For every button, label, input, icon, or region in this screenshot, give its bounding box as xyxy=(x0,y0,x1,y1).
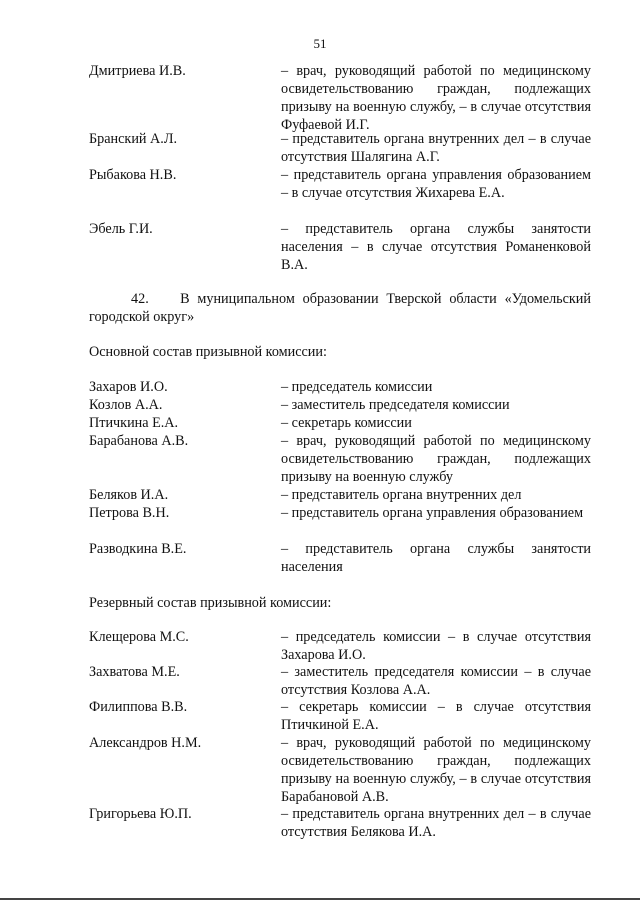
member-role: – врач, руководящий работой по медицинскому освидетельствованию граждан, подлежащих призыву на военную службу, – в случае отсутствия Фуфаевой И.Г. xyxy=(281,63,591,133)
member-name: Григорьева Ю.П. xyxy=(89,806,192,822)
member-name: Разводкина В.Е. xyxy=(89,541,187,557)
member-name: Бранский А.Л. xyxy=(89,131,178,147)
member-name: Рыбакова Н.В. xyxy=(89,167,177,183)
member-name: Захватова М.Е. xyxy=(89,664,180,680)
member-name: Птичкина Е.А. xyxy=(89,415,179,431)
main-composition-heading: Основной состав призывной комиссии: xyxy=(89,344,327,360)
member-name: Клещерова М.С. xyxy=(89,629,189,645)
member-role: – представитель органа внутренних дел – в случае отсутствия Белякова И.А. xyxy=(281,806,591,840)
member-name: Козлов А.А. xyxy=(89,397,163,413)
member-name: Александров Н.М. xyxy=(89,735,202,751)
member-role: – представитель органа управления образованием xyxy=(281,505,584,521)
member-role: – представитель органа внутренних дел – в случае отсутствия Шалягина А.Г. xyxy=(281,131,591,165)
page-number: 51 xyxy=(313,36,327,51)
member-role: – секретарь комиссии xyxy=(281,415,412,431)
section-paragraph xyxy=(89,290,591,326)
member-role: – представитель органа внутренних дел xyxy=(281,487,522,503)
page-bottom-edge xyxy=(0,898,640,900)
reserve-composition-heading: Резервный состав призывной комиссии: xyxy=(89,595,332,611)
member-role: – секретарь комиссии – в случае отсутствия Птичкиной Е.А. xyxy=(281,699,591,733)
member-name: Эбель Г.И. xyxy=(89,221,153,237)
member-role: – врач, руководящий работой по медицинскому освидетельствованию граждан, подлежащих призыву на военную службу, – в случае отсутствия Барабановой А.В. xyxy=(281,735,591,805)
member-name: Захаров И.О. xyxy=(89,379,168,395)
member-role: – представитель органа управления образованием – в случае отсутствия Жихарева Е.А. xyxy=(281,167,591,201)
member-name: Барабанова А.В. xyxy=(89,433,189,449)
member-role: – заместитель председателя комиссии xyxy=(281,397,510,413)
section-number: 42. xyxy=(131,291,149,307)
member-role: – председатель комиссии xyxy=(281,379,433,395)
member-role: – представитель органа службы занятости населения xyxy=(281,541,591,575)
member-role: – представитель органа службы занятости населения – в случае отсутствия Романенковой В.А. xyxy=(281,221,591,273)
member-name: Филиппова В.В. xyxy=(89,699,188,715)
section-text: В муниципальном образовании Тверской области «Удомельский городской округ» xyxy=(89,291,591,325)
member-name: Беляков И.А. xyxy=(89,487,169,503)
member-name: Дмитриева И.В. xyxy=(89,63,186,79)
member-role: – врач, руководящий работой по медицинскому освидетельствованию граждан, подлежащих призыву на военную службу xyxy=(281,433,591,485)
member-name: Петрова В.Н. xyxy=(89,505,170,521)
member-role: – председатель комиссии – в случае отсутствия Захарова И.О. xyxy=(281,629,591,663)
member-role: – заместитель председателя комиссии – в случае отсутствия Козлова А.А. xyxy=(281,664,591,698)
